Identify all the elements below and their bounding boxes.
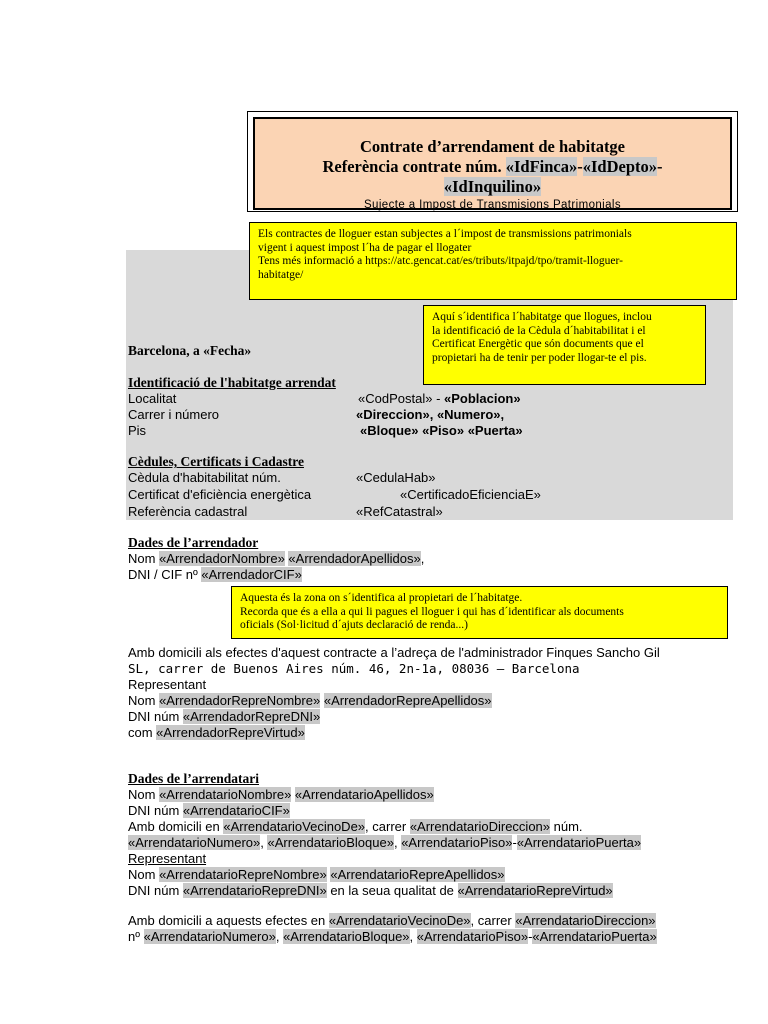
cedula-value: «CedulaHab» xyxy=(356,470,436,485)
arrendador-note-line: oficials (Sol·licitud d´ajuts declaració de renda...) xyxy=(240,619,468,631)
arrendatari-numero-line: «ArrendatarioNumero», «ArrendatarioBloque», «ArrendatarioPiso»-«ArrendatarioPuerta» xyxy=(128,835,642,850)
contract-title: Contrate d’arrendament de habitatge xyxy=(359,137,626,156)
arrendador-nom: Nom «ArrendadorNombre» «ArrendadorApellidos», xyxy=(128,551,425,566)
tax-note-line: vigent i aquest impost l´ha de pagar el llogater xyxy=(258,241,472,254)
id-inquilino-field: «IdInquilino» xyxy=(443,177,542,196)
arrendatari-aquests-numero: nº «ArrendatarioNumero», «ArrendatarioBloque», «ArrendatarioPiso»-«ArrendatarioPuerta» xyxy=(128,929,657,944)
cedula-label: Cèdula d'habitabilitat núm. xyxy=(128,470,281,485)
id-finca-field: «IdFinca» xyxy=(505,157,578,176)
pis-value: «Bloque» «Piso» «Puerta» xyxy=(360,423,523,438)
tax-note-line: Els contractes de lloguer estan subjectes a l´impost de transmissions patrimonials xyxy=(258,228,632,240)
id-depto-field: «IdDepto» xyxy=(582,157,658,176)
habitatge-note-line: la identificació de la Cèdula d´habitabilitat i el xyxy=(432,324,646,337)
arrendador-domicili-line2: SL, carrer de Buenos Aires núm. 46, 2n-1a, 08036 – Barcelona xyxy=(128,661,580,676)
habitatge-note-line: Certificat Energètic que són documents que el xyxy=(432,338,644,350)
habitatge-heading: Identificació de l'habitatge arrendat xyxy=(128,375,336,390)
id-inquilino-line xyxy=(255,177,730,197)
arrendatari-aquests-efectes: Amb domicili a aquests efectes en «ArrendatarioVecinoDe», carrer «ArrendatarioDireccion» xyxy=(128,913,656,928)
arrendatari-nom: Nom «ArrendatarioNombre» «ArrendatarioApellidos» xyxy=(128,787,434,802)
habitatge-note xyxy=(423,305,706,385)
arrendador-note xyxy=(231,586,728,639)
carrer-value: «Direccion», «Numero», xyxy=(356,407,505,422)
localitat-value: «CodPostal» - «Poblacion» xyxy=(358,391,521,406)
habitatge-note-line: propietari ha de tenir per poder llogar-te el pis. xyxy=(432,351,647,364)
arrendador-heading: Dades de l’arrendador xyxy=(128,535,259,550)
arrendatari-representant-label: Representant xyxy=(128,851,207,866)
carrer-label: Carrer i número xyxy=(128,407,220,422)
ref-cadastral-label: Referència cadastral xyxy=(128,504,248,519)
tax-note-line: Tens més informació a https://atc.gencat.cat/es/tributs/itpajd/tpo/tramit-lloguer- xyxy=(258,255,623,267)
arrendador-note-line: Recorda que és a ella a qui li pagues el lloguer i qui has d´identificar als documents xyxy=(240,605,624,618)
contract-subtitle: Sujecte a Impost de Transmisions Patrimonials xyxy=(363,199,622,211)
ref-cadastral-value: «RefCatastral» xyxy=(356,504,443,519)
habitatge-note-line: Aquí s´identifica l´habitatge que llogues, inclou xyxy=(432,311,652,323)
pis-label: Pis xyxy=(128,423,147,438)
cedules-heading: Cèdules, Certificats i Cadastre xyxy=(128,454,304,469)
certificat-label: Certificat d'eficiència energètica xyxy=(128,487,312,502)
arrendador-repre-nom: Nom «ArrendadorRepreNombre» «ArrendadorRepreApellidos» xyxy=(128,693,492,708)
arrendatari-repre-nom: Nom «ArrendatarioRepreNombre» «ArrendatarioRepreApellidos» xyxy=(128,867,505,882)
title-box xyxy=(253,117,732,210)
arrendador-repre-dni: DNI núm «ArrendadorRepreDNI» xyxy=(128,709,321,724)
arrendador-dni: DNI / CIF nº «ArrendadorCIF» xyxy=(128,567,302,582)
arrendador-representant-label: Representant xyxy=(128,677,207,692)
arrendatari-dni: DNI núm «ArrendatarioCIF» xyxy=(128,803,290,818)
localitat-label: Localitat xyxy=(128,391,177,406)
place-date: Barcelona, a «Fecha» xyxy=(128,343,252,358)
arrendatari-domicili: Amb domicili en «ArrendatarioVecinoDe», carrer «ArrendatarioDireccion» núm. xyxy=(128,819,583,834)
certificat-value: «CertificadoEficienciaE» xyxy=(400,487,541,502)
contract-reference: Referència contrate núm. «IdFinca»-«IdDepto»- xyxy=(322,157,663,176)
tax-note-line: habitatge/ xyxy=(258,268,304,281)
arrendador-repre-virtud: com «ArrendadorRepreVirtud» xyxy=(128,725,305,740)
fecha-field: «Fecha» xyxy=(203,343,252,358)
tax-note xyxy=(249,222,737,300)
arrendatari-repre-dni: DNI núm «ArrendatarioRepreDNI» en la seua qualitat de «ArrendatarioRepreVirtud» xyxy=(128,883,613,898)
arrendador-domicili-line1: Amb domicili als efectes d'aquest contracte a l’adreça de l'administrador Finques Sancho Gil xyxy=(128,645,660,660)
arrendatari-heading: Dades de l’arrendatari xyxy=(128,771,259,786)
arrendador-note-line: Aquesta és la zona on s´identifica al propietari de l´habitatge. xyxy=(240,592,523,604)
